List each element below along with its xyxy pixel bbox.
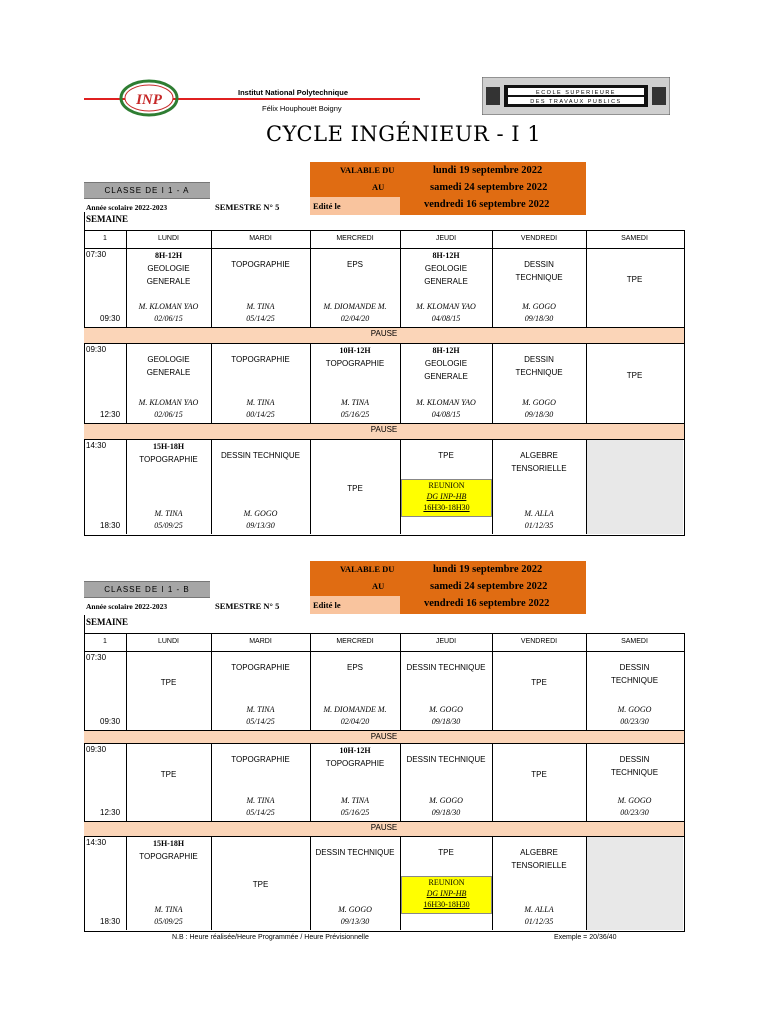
footer-example: Exemple = 20/36/40 bbox=[554, 934, 617, 941]
day-header-lundi: LUNDI bbox=[157, 235, 179, 242]
day-header-samedi: SAMEDI bbox=[621, 638, 648, 645]
cell-subject: DESSIN TECHNIQUE bbox=[406, 755, 486, 764]
cell-subject: TOPOGRAPHIE bbox=[231, 355, 290, 364]
cell-teacher: M. GOGO bbox=[522, 398, 556, 407]
col-line bbox=[492, 230, 493, 248]
cell-subject: TOPOGRAPHIE bbox=[139, 455, 198, 464]
empty-cell-samedi bbox=[587, 440, 683, 534]
meeting-block bbox=[401, 876, 492, 914]
slot-start-time: 07:30 bbox=[86, 653, 107, 662]
cell-hours-code: 05/14/25 bbox=[246, 808, 275, 817]
cell-subject: EPS bbox=[346, 260, 363, 269]
cell-hours-code: 02/06/15 bbox=[154, 314, 183, 323]
cell-hours-code: 09/18/30 bbox=[431, 717, 461, 726]
semester: SEMESTRE N° 5 bbox=[215, 601, 280, 611]
day-header-jeudi: JEUDI bbox=[435, 235, 457, 242]
cell-subject: TOPOGRAPHIE bbox=[325, 759, 385, 768]
cell-hours-code: 04/08/15 bbox=[431, 410, 461, 419]
inp-logo bbox=[118, 78, 180, 118]
cell-hours-code: 02/06/15 bbox=[154, 410, 183, 419]
day-header-mercredi: MERCREDI bbox=[336, 235, 374, 242]
cell-subject: TPE bbox=[438, 848, 454, 857]
semaine-border bbox=[84, 615, 85, 633]
slot-start-time: 09:30 bbox=[86, 745, 107, 754]
slot-end-time: 12:30 bbox=[100, 808, 121, 817]
cell-teacher: M. TINA bbox=[341, 398, 369, 407]
estp-logo bbox=[482, 77, 670, 115]
cell-subject: GEOLOGIE bbox=[147, 355, 190, 364]
slot-start-time: 07:30 bbox=[86, 250, 107, 259]
week-number: 1 bbox=[103, 235, 107, 242]
slot-end-time: 09:30 bbox=[100, 314, 121, 323]
date-to: samedi 24 septembre 2022 bbox=[430, 581, 548, 592]
meeting-org: DG INP-HB bbox=[426, 492, 467, 501]
estp-logo-line1: ECOLE SUPERIEURE bbox=[536, 90, 616, 96]
col-line bbox=[211, 230, 212, 248]
cell-hours-code: 05/09/25 bbox=[154, 521, 183, 530]
col-line bbox=[400, 633, 401, 651]
col-line bbox=[126, 633, 127, 651]
col-line bbox=[586, 343, 587, 423]
cell-subject: TPE bbox=[626, 275, 643, 284]
pause-row: PAUSE bbox=[84, 730, 684, 744]
col-line bbox=[492, 651, 493, 730]
cell-subject: ALGEBRE bbox=[520, 451, 558, 460]
cell-teacher: M. GOGO bbox=[617, 705, 652, 714]
cell-teacher: M. KLOMAN YAO bbox=[138, 398, 199, 407]
cell-hours-code: 00/23/30 bbox=[620, 808, 649, 817]
col-line bbox=[211, 633, 212, 651]
class-name: CLASSE DE I 1 - A bbox=[84, 182, 210, 199]
cell-teacher: M. ALLA bbox=[524, 509, 554, 518]
cell-hours-code: 00/23/30 bbox=[620, 717, 649, 726]
cell-hours: 8H-12H bbox=[432, 251, 460, 260]
cell-teacher: M. KLOMAN YAO bbox=[138, 302, 199, 311]
col-line bbox=[126, 743, 127, 821]
cell-subject-line2: GENERALE bbox=[424, 277, 468, 286]
cell-hours: 10H-12H bbox=[339, 746, 371, 755]
day-header-samedi: SAMEDI bbox=[621, 235, 648, 242]
meeting-title: REUNION bbox=[428, 481, 465, 490]
cell-subject: GEOLOGIE bbox=[424, 264, 468, 273]
cell-subject-line2: TENSORIELLE bbox=[511, 861, 567, 870]
cell-subject: DESSIN bbox=[619, 755, 650, 764]
cell-hours-code: 05/09/25 bbox=[154, 917, 183, 926]
meeting-title: REUNION bbox=[428, 878, 465, 887]
school-year: Année scolaire 2022-2023 bbox=[86, 203, 168, 212]
au-label: AU bbox=[372, 581, 385, 591]
estp-logo-line2: DES TRAVAUX PUBLICS bbox=[530, 99, 622, 105]
col-line bbox=[310, 230, 311, 248]
cell-hours-code: 09/18/30 bbox=[524, 410, 554, 419]
meeting-block bbox=[401, 479, 492, 517]
cell-hours: 8H-12H bbox=[432, 346, 460, 355]
date-from: lundi 19 septembre 2022 bbox=[433, 165, 543, 176]
cell-teacher: M. GOGO bbox=[338, 905, 372, 914]
cell-hours: 15H-18H bbox=[152, 839, 185, 848]
cell-subject-line2: TECHNIQUE bbox=[610, 676, 659, 685]
semaine-label: SEMAINE bbox=[86, 617, 129, 627]
cell-subject: DESSIN bbox=[524, 355, 554, 364]
cell-teacher: M. GOGO bbox=[429, 796, 463, 805]
edite-le-label: Edité le bbox=[313, 600, 341, 610]
cell-teacher: M. KLOMAN YAO bbox=[416, 398, 476, 407]
cell-teacher: M. DIOMANDE M. bbox=[323, 302, 387, 311]
cell-subject: TPE bbox=[347, 484, 363, 493]
cell-subject: TPE bbox=[626, 371, 643, 380]
footer-note: N.B : Heure réalisée/Heure Programmée / Heure Prévisionnelle bbox=[172, 934, 369, 941]
meeting-org: DG INP-HB bbox=[426, 889, 467, 898]
day-header-mardi: MARDI bbox=[249, 638, 272, 645]
cell-hours-code: 05/14/25 bbox=[246, 717, 275, 726]
cell-teacher: M. KLOMAN YAO bbox=[416, 302, 476, 311]
cell-subject: TPE bbox=[531, 678, 547, 687]
cell-hours-code: 09/13/30 bbox=[246, 521, 275, 530]
cell-subject: DESSIN TECHNIQUE bbox=[221, 451, 300, 460]
cell-subject-line2: GENERALE bbox=[146, 277, 191, 286]
class-name: CLASSE DE I 1 - B bbox=[84, 581, 210, 598]
week-number: 1 bbox=[103, 638, 107, 645]
meeting-time: 16H30-18H30 bbox=[423, 900, 470, 909]
valable-du-label: VALABLE DU bbox=[340, 564, 395, 574]
col-line bbox=[492, 633, 493, 651]
cell-hours-code: 05/14/25 bbox=[246, 314, 275, 323]
cell-subject: TOPOGRAPHIE bbox=[325, 359, 385, 368]
col-line bbox=[126, 230, 127, 248]
cell-subject: DESSIN bbox=[524, 260, 554, 269]
slot-start-time: 09:30 bbox=[86, 345, 107, 354]
cell-subject: DESSIN TECHNIQUE bbox=[406, 663, 486, 672]
cell-hours: 10H-12H bbox=[339, 346, 371, 355]
cell-teacher: M. GOGO bbox=[243, 509, 278, 518]
cell-teacher: M. TINA bbox=[246, 398, 275, 407]
cell-teacher: M. DIOMANDE M. bbox=[323, 705, 387, 714]
col-line bbox=[400, 230, 401, 248]
day-header-jeudi: JEUDI bbox=[435, 638, 457, 645]
cell-subject-line2: GENERALE bbox=[424, 372, 468, 381]
cell-teacher: M. GOGO bbox=[522, 302, 556, 311]
cell-hours-code: 00/14/25 bbox=[246, 410, 275, 419]
cell-hours-code: 09/13/30 bbox=[340, 917, 370, 926]
col-line bbox=[126, 651, 127, 730]
page-title: CYCLE INGÉNIEUR - I 1 bbox=[266, 122, 542, 146]
slot-start-time: 14:30 bbox=[86, 441, 107, 450]
day-header-mardi: MARDI bbox=[249, 235, 272, 242]
pause-row: PAUSE bbox=[84, 327, 684, 344]
col-line bbox=[492, 743, 493, 821]
cell-subject: GEOLOGIE bbox=[424, 359, 468, 368]
cell-subject: TPE bbox=[160, 770, 177, 779]
institute-name: Institut National Polytechnique bbox=[238, 88, 349, 97]
slot-end-time: 09:30 bbox=[100, 717, 121, 726]
day-header-lundi: LUNDI bbox=[157, 638, 179, 645]
col-line bbox=[310, 633, 311, 651]
cell-subject: TOPOGRAPHIE bbox=[231, 755, 290, 764]
cell-subject: DESSIN bbox=[619, 663, 650, 672]
valable-du-label: VALABLE DU bbox=[340, 165, 395, 175]
day-header-vendredi: VENDREDI bbox=[520, 235, 558, 242]
cell-teacher: M. GOGO bbox=[617, 796, 652, 805]
cell-hours-code: 05/16/25 bbox=[340, 410, 370, 419]
cell-subject: TOPOGRAPHIE bbox=[139, 852, 198, 861]
header-row-line bbox=[84, 651, 684, 652]
semester: SEMESTRE N° 5 bbox=[215, 202, 280, 212]
day-header-mercredi: MERCREDI bbox=[336, 638, 374, 645]
cell-subject: TOPOGRAPHIE bbox=[231, 663, 290, 672]
cell-teacher: M. ALLA bbox=[524, 905, 554, 914]
slot-start-time: 14:30 bbox=[86, 838, 107, 847]
cell-subject: DESSIN TECHNIQUE bbox=[315, 848, 395, 857]
cell-hours: 8H-12H bbox=[154, 251, 183, 260]
empty-cell-samedi bbox=[587, 837, 683, 930]
col-line bbox=[586, 248, 587, 327]
col-line bbox=[586, 633, 587, 651]
date-from: lundi 19 septembre 2022 bbox=[433, 564, 543, 575]
cell-teacher: M. GOGO bbox=[429, 705, 463, 714]
cell-subject: TOPOGRAPHIE bbox=[231, 260, 290, 269]
cell-subject: EPS bbox=[346, 663, 363, 672]
date-to: samedi 24 septembre 2022 bbox=[430, 182, 548, 193]
cell-hours-code: 01/12/35 bbox=[524, 917, 554, 926]
cell-hours-code: 01/12/35 bbox=[524, 521, 554, 530]
pause-row: PAUSE bbox=[84, 821, 684, 837]
pause-row: PAUSE bbox=[84, 423, 684, 440]
cell-subject: ALGEBRE bbox=[520, 848, 558, 857]
day-header-vendredi: VENDREDI bbox=[520, 638, 558, 645]
cell-subject: TPE bbox=[438, 451, 454, 460]
school-year: Année scolaire 2022-2023 bbox=[86, 602, 168, 611]
date-edit: vendredi 16 septembre 2022 bbox=[424, 598, 550, 609]
cell-teacher: M. TINA bbox=[246, 705, 275, 714]
cell-teacher: M. TINA bbox=[341, 796, 369, 805]
slot-end-time: 18:30 bbox=[100, 521, 121, 530]
edite-le-label: Edité le bbox=[313, 201, 341, 211]
cell-subject-line2: TECHNIQUE bbox=[515, 273, 563, 282]
cell-hours-code: 05/16/25 bbox=[340, 808, 370, 817]
cell-subject: TPE bbox=[531, 770, 547, 779]
meeting-time: 16H30-18H30 bbox=[423, 503, 470, 512]
cell-hours-code: 02/04/20 bbox=[340, 717, 370, 726]
cell-hours-code: 09/18/30 bbox=[524, 314, 554, 323]
date-edit: vendredi 16 septembre 2022 bbox=[424, 199, 550, 210]
cell-hours-code: 02/04/20 bbox=[340, 314, 370, 323]
cell-teacher: M. TINA bbox=[154, 509, 183, 518]
cell-subject-line2: TENSORIELLE bbox=[511, 464, 567, 473]
cell-subject-line2: TECHNIQUE bbox=[610, 768, 659, 777]
cell-subject: TPE bbox=[252, 880, 269, 889]
cell-subject-line2: GENERALE bbox=[146, 368, 191, 377]
institute-subname: Félix Houphouët Boigny bbox=[262, 104, 342, 113]
cell-subject: GEOLOGIE bbox=[147, 264, 190, 273]
slot-end-time: 12:30 bbox=[100, 410, 121, 419]
cell-hours-code: 04/08/15 bbox=[431, 314, 461, 323]
cell-subject-line2: TECHNIQUE bbox=[515, 368, 563, 377]
au-label: AU bbox=[372, 182, 385, 192]
cell-teacher: M. TINA bbox=[246, 302, 275, 311]
cell-subject: TPE bbox=[160, 678, 177, 687]
cell-hours-code: 09/18/30 bbox=[431, 808, 461, 817]
col-line bbox=[586, 230, 587, 248]
cell-hours: 15H-18H bbox=[152, 442, 185, 451]
inp-logo-text: INP bbox=[136, 92, 162, 108]
slot-end-time: 18:30 bbox=[100, 917, 121, 926]
semaine-label: SEMAINE bbox=[86, 214, 129, 224]
cell-teacher: M. TINA bbox=[154, 905, 183, 914]
cell-teacher: M. TINA bbox=[246, 796, 275, 805]
semaine-border bbox=[84, 212, 85, 230]
